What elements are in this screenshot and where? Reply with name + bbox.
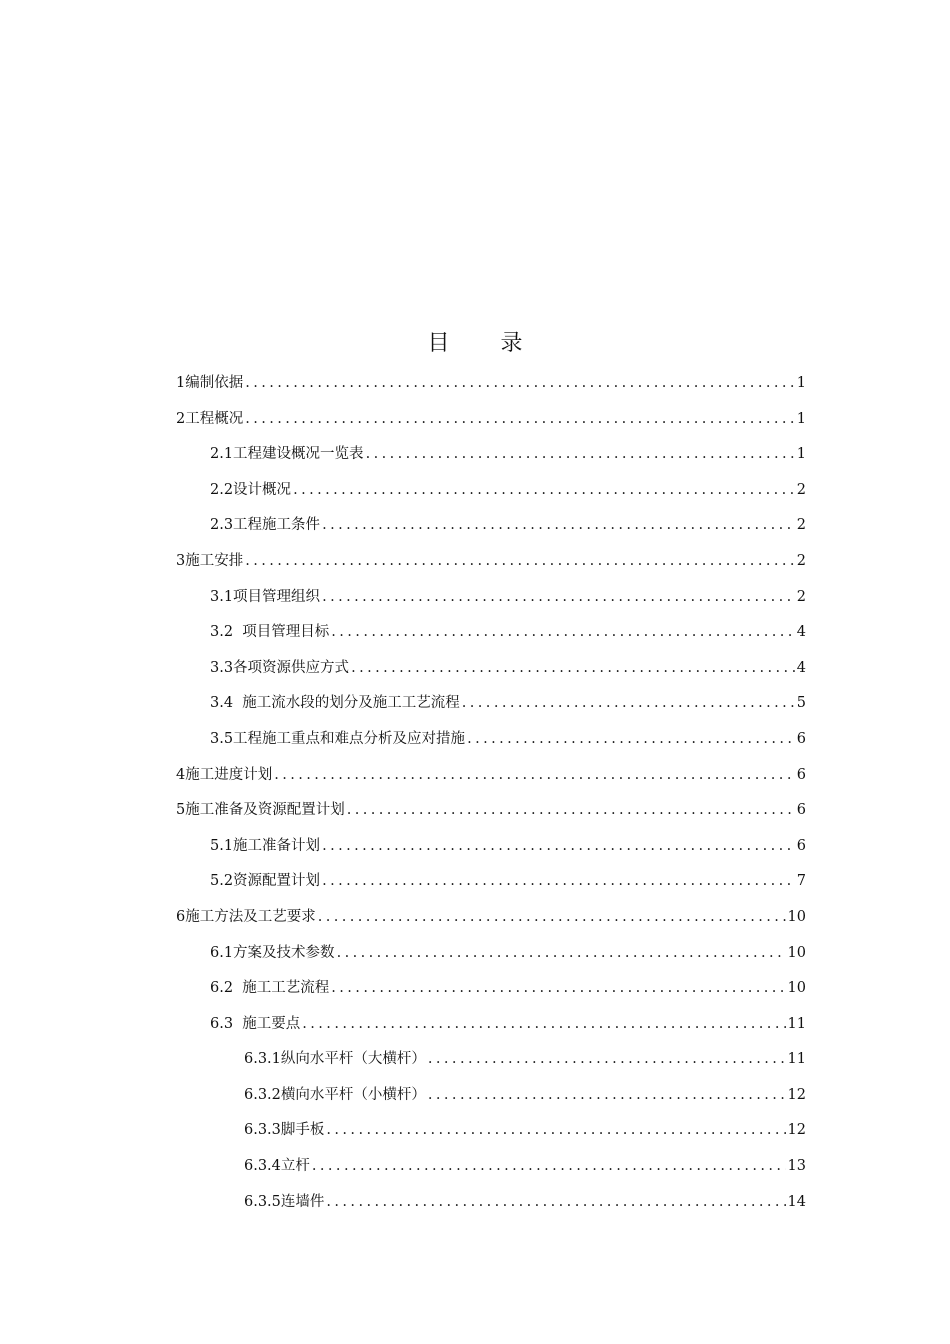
toc-dot-leader xyxy=(302,1007,785,1043)
toc-entry[interactable] xyxy=(0,544,806,580)
toc-entry[interactable] xyxy=(0,473,806,509)
toc-page-number: 4 xyxy=(796,624,806,641)
toc-page-number: 12 xyxy=(787,1122,806,1139)
toc-entry[interactable] xyxy=(0,1042,806,1078)
toc-entry-label: 6施工方法及工艺要求 xyxy=(176,908,316,925)
toc-page-number: 1 xyxy=(796,446,806,463)
toc-entry-label: 5施工准备及资源配置计划 xyxy=(176,802,345,819)
toc-entry-label: 1编制依据 xyxy=(176,375,244,391)
toc-entry-label: 6.2 施工工艺流程 xyxy=(210,980,330,997)
toc-page-number: 13 xyxy=(787,1158,806,1175)
toc-entry-label: 3.5工程施工重点和难点分析及应对措施 xyxy=(210,730,466,747)
toc-page-number: 2 xyxy=(796,552,806,569)
toc-entry[interactable] xyxy=(0,1149,806,1185)
toc-dot-leader xyxy=(322,508,795,544)
toc-dot-leader xyxy=(245,544,795,580)
toc-entry[interactable] xyxy=(0,864,806,900)
toc-page-number: 11 xyxy=(787,1015,806,1032)
toc-entry[interactable] xyxy=(0,1113,806,1149)
toc-page-number: 6 xyxy=(796,730,806,747)
toc-entry[interactable] xyxy=(0,936,806,972)
toc-dot-leader xyxy=(428,1078,786,1114)
toc-entry-label: 2工程概况 xyxy=(176,410,244,427)
toc-entry-label: 6.3.3脚手板 xyxy=(244,1122,325,1139)
toc-entry-label: 6.3 施工要点 xyxy=(210,1015,301,1032)
toc-entry[interactable] xyxy=(0,758,806,794)
toc-dot-leader xyxy=(245,402,795,438)
toc-entry[interactable] xyxy=(0,1007,806,1043)
toc-page-number: 6 xyxy=(796,802,806,819)
toc-entry[interactable] xyxy=(0,1078,806,1114)
toc-page-number: 1 xyxy=(796,410,806,427)
toc-page-number: 10 xyxy=(787,980,806,997)
toc-entry-label: 6.3.1纵向水平杆（大横杆） xyxy=(244,1051,426,1068)
toc-dot-leader xyxy=(462,686,795,722)
toc-page-number: 2 xyxy=(796,517,806,534)
toc-entry-label: 3.2 项目管理目标 xyxy=(210,624,330,641)
toc-dot-leader xyxy=(351,651,795,687)
toc-entry-label: 6.3.5连墙件 xyxy=(244,1193,325,1210)
toc-dot-leader xyxy=(322,580,795,616)
toc-entry-label: 3.1项目管理组织 xyxy=(210,588,321,605)
toc-page-number: 2 xyxy=(796,481,806,498)
toc-page-number: 14 xyxy=(787,1193,806,1210)
toc-dot-leader xyxy=(293,473,795,509)
toc-dot-leader xyxy=(467,722,795,758)
toc-entry-label: 5.1施工准备计划 xyxy=(210,837,321,854)
toc-entry[interactable] xyxy=(0,651,806,687)
toc-entry[interactable] xyxy=(0,437,806,473)
toc-page-number: 1 xyxy=(796,375,806,391)
toc-entry[interactable] xyxy=(0,580,806,616)
toc-page-number: 2 xyxy=(796,588,806,605)
toc-page-number: 7 xyxy=(796,873,806,890)
toc-entry-label: 2.1工程建设概况一览表 xyxy=(210,446,364,463)
toc-page-number: 11 xyxy=(787,1051,806,1068)
toc-dot-leader xyxy=(331,615,794,651)
toc-entry[interactable] xyxy=(0,402,806,438)
toc-dot-leader xyxy=(347,793,795,829)
toc-dot-leader xyxy=(322,829,795,865)
toc-page-number: 10 xyxy=(787,908,806,925)
toc-page-number: 6 xyxy=(796,766,806,783)
toc-entry[interactable] xyxy=(0,508,806,544)
toc-entry[interactable] xyxy=(0,615,806,651)
toc-page-number: 5 xyxy=(796,695,806,712)
toc-dot-leader xyxy=(322,864,795,900)
toc-entry[interactable] xyxy=(0,900,806,936)
toc-entry[interactable] xyxy=(0,971,806,1007)
toc-page-number: 10 xyxy=(787,944,806,961)
toc-dot-leader xyxy=(337,936,786,972)
toc-entry[interactable] xyxy=(0,722,806,758)
toc-entry-label: 5.2资源配置计划 xyxy=(210,873,321,890)
toc-entry-label: 3.4 施工流水段的划分及施工工艺流程 xyxy=(210,695,460,712)
toc-entry-label: 6.1方案及技术参数 xyxy=(210,944,335,961)
toc-entry-label: 4施工进度计划 xyxy=(176,766,273,783)
toc-dot-leader xyxy=(366,437,795,473)
toc-entry-label: 3.3各项资源供应方式 xyxy=(210,659,350,676)
table-of-contents xyxy=(0,366,950,1220)
toc-dot-leader xyxy=(274,758,795,794)
toc-entry-label: 6.3.2横向水平杆（小横杆） xyxy=(244,1086,426,1103)
toc-dot-leader xyxy=(331,971,785,1007)
toc-dot-leader xyxy=(245,366,795,402)
toc-page-number: 12 xyxy=(787,1086,806,1103)
toc-entry-label: 2.2设计概况 xyxy=(210,481,292,498)
toc-dot-leader xyxy=(326,1185,785,1221)
toc-entry-label: 3施工安排 xyxy=(176,552,244,569)
toc-entry[interactable] xyxy=(0,829,806,865)
toc-dot-leader xyxy=(312,1149,786,1185)
toc-entry[interactable] xyxy=(0,686,806,722)
toc-entry[interactable] xyxy=(0,793,806,829)
toc-entry-label: 6.3.4立杆 xyxy=(244,1158,310,1175)
toc-dot-leader xyxy=(428,1042,786,1078)
toc-dot-leader xyxy=(318,900,786,936)
toc-entry[interactable] xyxy=(0,1185,806,1221)
toc-dot-leader xyxy=(326,1113,785,1149)
toc-entry-label: 2.3工程施工条件 xyxy=(210,517,321,534)
toc-page-number: 6 xyxy=(796,837,806,854)
toc-title: 目 录 xyxy=(427,331,545,356)
toc-page-number: 4 xyxy=(796,659,806,676)
toc-entry[interactable] xyxy=(0,366,806,402)
